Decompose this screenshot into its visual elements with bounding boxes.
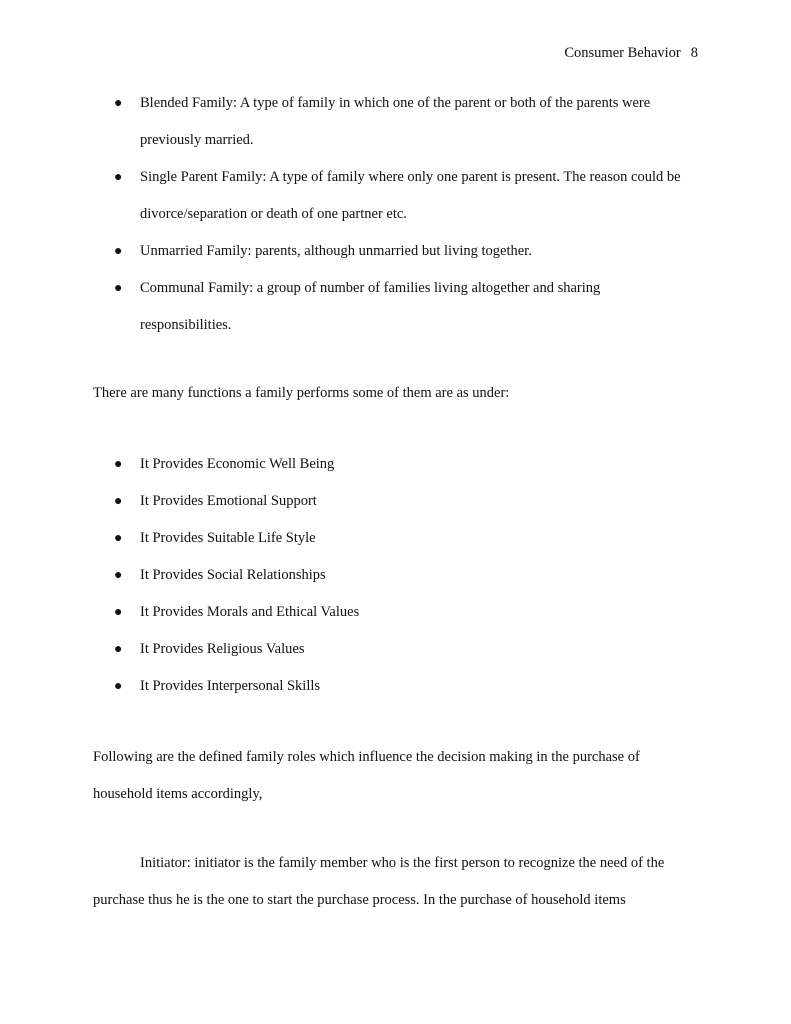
functions-list bbox=[0, 446, 791, 705]
list-item-text: Blended Family: A type of family in which one of the parent or both of the parents were previously married. bbox=[140, 95, 651, 148]
list-item bbox=[0, 159, 791, 233]
initiator-paragraph: Initiator: initiator is the family member who is the first person to recognize the need of the purchase thus he is the one to start the purchase process. In the purchase of household items bbox=[93, 855, 665, 908]
bullet-icon: ● bbox=[114, 170, 123, 185]
bullet-icon: ● bbox=[114, 494, 123, 509]
bullet-icon: ● bbox=[114, 642, 123, 657]
list-item bbox=[0, 631, 791, 668]
list-item-text: It Provides Suitable Life Style bbox=[140, 530, 316, 546]
list-item bbox=[0, 520, 791, 557]
list-item-text: It Provides Emotional Support bbox=[140, 493, 317, 509]
list-item bbox=[0, 270, 791, 344]
list-item bbox=[0, 483, 791, 520]
running-title: Consumer Behavior bbox=[564, 45, 681, 61]
bullet-icon: ● bbox=[114, 96, 123, 111]
bullet-icon: ● bbox=[114, 531, 123, 546]
list-item-text: It Provides Religious Values bbox=[140, 641, 305, 657]
list-item bbox=[0, 594, 791, 631]
page-number: 8 bbox=[690, 45, 698, 61]
bullet-icon: ● bbox=[114, 457, 123, 472]
list-item-text: It Provides Interpersonal Skills bbox=[140, 678, 321, 694]
running-header bbox=[564, 45, 698, 62]
list-item-text: It Provides Social Relationships bbox=[140, 567, 326, 583]
list-item-text: Communal Family: a group of number of families living altogether and sharing responsibilities. bbox=[140, 280, 601, 333]
list-item bbox=[0, 446, 791, 483]
list-item-text: It Provides Economic Well Being bbox=[140, 456, 335, 472]
bullet-icon: ● bbox=[114, 568, 123, 583]
list-item bbox=[0, 233, 791, 270]
bullet-icon: ● bbox=[114, 679, 123, 694]
bullet-icon: ● bbox=[114, 605, 123, 620]
list-item-text: Single Parent Family: A type of family where only one parent is present. The reason could be divorce/separation or death of one partner etc. bbox=[140, 169, 681, 222]
bullet-icon: ● bbox=[114, 244, 123, 259]
list-item bbox=[0, 85, 791, 159]
list-item bbox=[0, 557, 791, 594]
bullet-icon: ● bbox=[114, 281, 123, 296]
family-types-list bbox=[0, 85, 791, 344]
functions-intro: There are many functions a family performs some of them are as under: bbox=[93, 385, 510, 401]
roles-intro: Following are the defined family roles which influence the decision making in the purchase of household items accordingly, bbox=[93, 749, 640, 802]
list-item-text: It Provides Morals and Ethical Values bbox=[140, 604, 360, 620]
list-item-text: Unmarried Family: parents, although unmarried but living together. bbox=[140, 243, 532, 259]
list-item bbox=[0, 668, 791, 705]
